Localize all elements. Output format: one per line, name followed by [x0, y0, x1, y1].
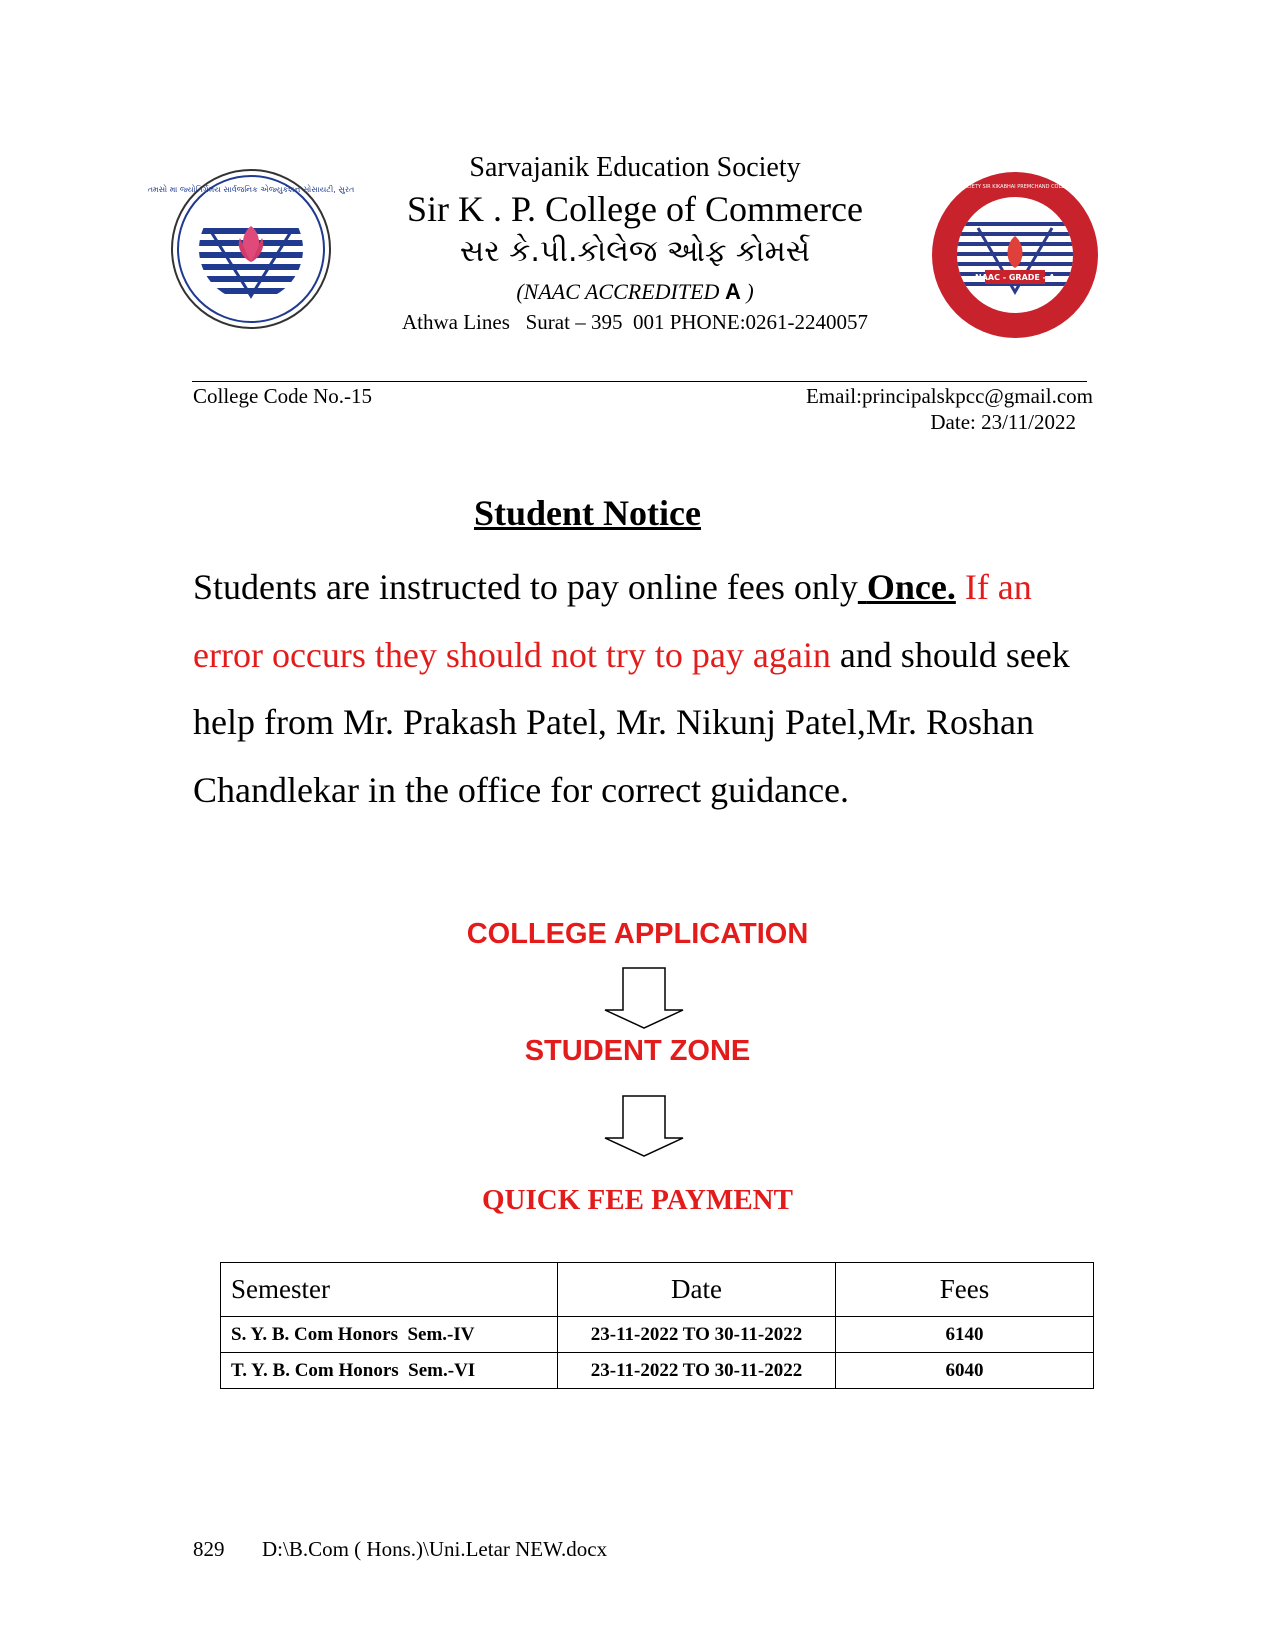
flow-step-college-application: COLLEGE APPLICATION: [466, 918, 809, 950]
notice-warning: If an error occurs they should not try to pay again: [193, 567, 1032, 675]
notice-date: Date: 23/11/2022: [930, 410, 1076, 434]
notice-once: Once.: [866, 567, 956, 607]
notice-text-part1: Students are instructed to pay online fees only: [193, 567, 858, 607]
table-header-semester: Semester: [221, 1263, 558, 1317]
college-name-gujarati: સર કે.પી.કોલેજ ઓફ કોમર્સ: [459, 234, 811, 269]
college-email: Email:principalskpcc@gmail.com: [805, 384, 1093, 408]
accreditation-prefix: (NAAC ACCREDITED: [516, 279, 725, 304]
flow-step-student-zone: STUDENT ZONE: [524, 1035, 751, 1067]
table-cell-date: 23-11-2022 TO 30-11-2022: [558, 1353, 836, 1389]
college-address: Athwa Lines Surat – 395 001 PHONE:0261-2240057: [401, 310, 869, 334]
notice-title: Student Notice: [474, 493, 701, 533]
table-header-row: [221, 1263, 1094, 1317]
fee-schedule-table: [220, 1262, 1094, 1389]
down-arrow-icon: [603, 967, 685, 1029]
society-name: Sarvajanik Education Society: [469, 152, 801, 183]
accreditation: [330, 279, 940, 305]
table-row: [221, 1317, 1094, 1353]
society-logo: [147, 168, 355, 330]
left-logo-text: તમસો મા જ્યોતિર્ગમય સાર્વજનિક એજ્યુકેશન સોસાયટી, સુરત: [147, 185, 355, 194]
table-cell-fees: 6140: [836, 1317, 1094, 1353]
footer-file-path: D:\B.Com ( Hons.)\Uni.Letar NEW.docx: [262, 1537, 608, 1561]
college-name: Sir K . P. College of Commerce: [407, 189, 863, 229]
college-code: College Code No.-15: [193, 384, 373, 408]
footer-page-code: 829: [193, 1537, 225, 1561]
right-logo-grade: NAAC - GRADE - A: [975, 273, 1055, 282]
table-header-fees: Fees: [836, 1263, 1094, 1317]
accreditation-grade: A: [724, 279, 741, 304]
table-row: [221, 1353, 1094, 1389]
notice-text-part2: and should seek help from Mr. Prakash Patel, Mr. Nikunj Patel,Mr. Roshan Chandlekar in the office for correct guidance.: [193, 634, 1070, 810]
flow-step-quick-fee-payment: QUICK FEE PAYMENT: [482, 1184, 793, 1216]
table-cell-semester: T. Y. B. Com Honors Sem.-VI: [221, 1353, 558, 1389]
right-logo-text: SARVAJANIK EDUCATION SOCIETY SIR KIKABHAI PREMCHAND COLLEGE OF COMMERCE, SURAT: [897, 184, 1133, 190]
table-cell-fees: 6040: [836, 1353, 1094, 1389]
table-cell-semester: S. Y. B. Com Honors Sem.-IV: [221, 1317, 558, 1353]
notice-body: [193, 554, 1073, 824]
table-cell-date: 23-11-2022 TO 30-11-2022: [558, 1317, 836, 1353]
down-arrow-icon: [603, 1095, 685, 1157]
table-header-date: Date: [558, 1263, 836, 1317]
college-seal-logo: [897, 170, 1133, 340]
accreditation-suffix: ): [746, 279, 754, 304]
header-divider: [192, 381, 1087, 382]
